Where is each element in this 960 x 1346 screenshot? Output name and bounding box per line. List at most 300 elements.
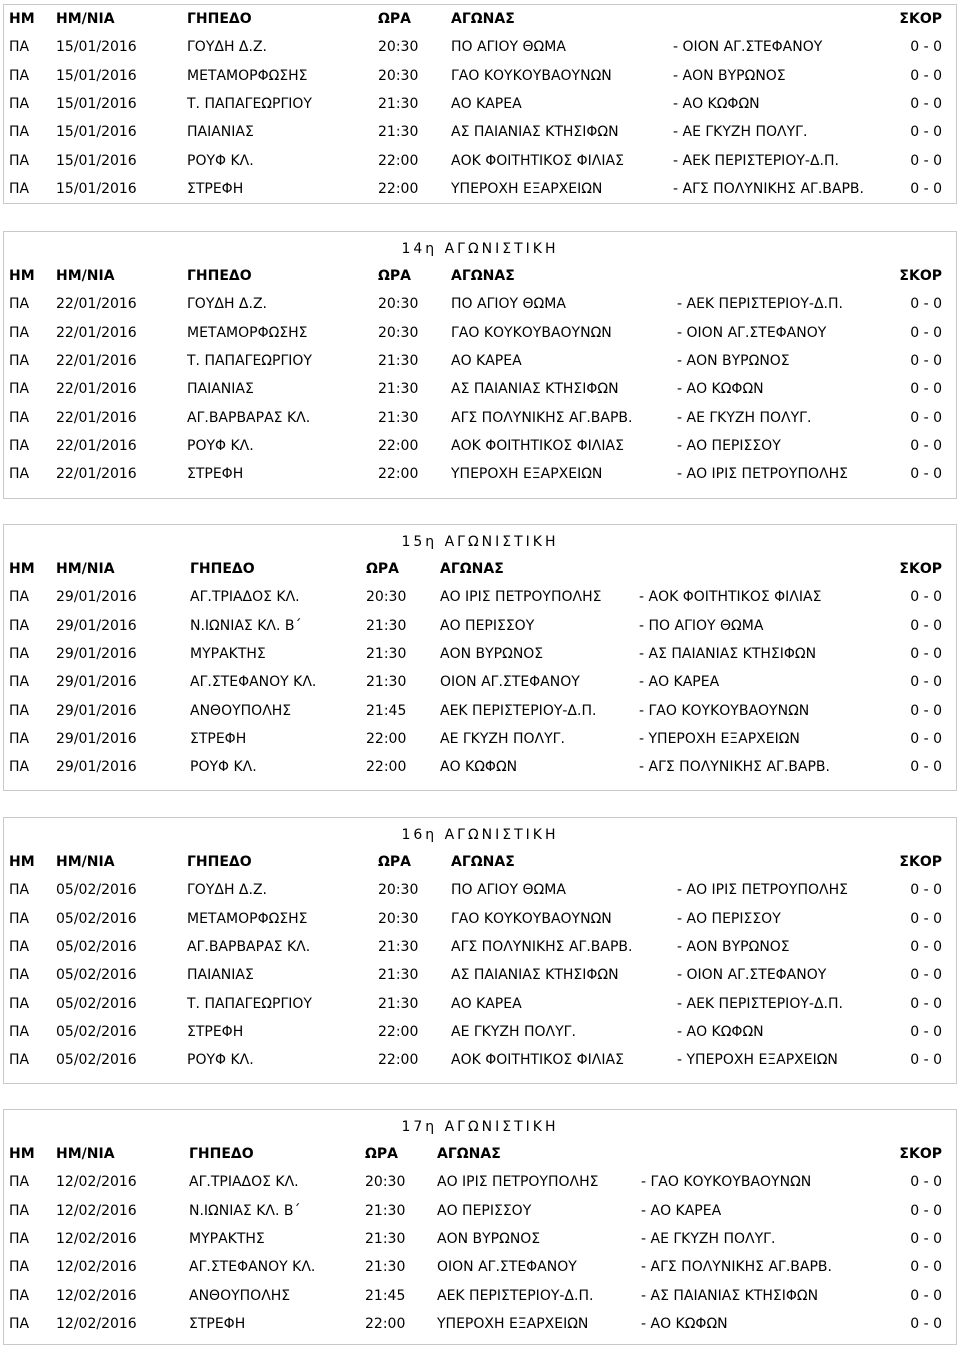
table-row bbox=[4, 876, 956, 904]
home-team-cell: ΓΑΟ ΚΟΥΚΟΥΒΑΟΥΝΩΝ bbox=[451, 911, 612, 927]
time-cell: 21:45 bbox=[365, 1288, 406, 1304]
round-block bbox=[3, 817, 957, 1084]
table-row bbox=[4, 933, 956, 961]
day-cell: ΠΑ bbox=[9, 381, 30, 397]
time-cell: 20:30 bbox=[378, 296, 419, 312]
date-cell: 05/02/2016 bbox=[56, 1024, 137, 1040]
table-row bbox=[4, 175, 956, 203]
table-row bbox=[4, 640, 956, 668]
away-team-cell: - ΑΟΝ ΒΥΡΩΝΟΣ bbox=[677, 353, 790, 369]
score-cell: 0 - 0 bbox=[910, 882, 942, 898]
home-team-cell: ΑΕΚ ΠΕΡΙΣΤΕΡΙΟΥ-Δ.Π. bbox=[440, 703, 597, 719]
header-time: ΩΡΑ bbox=[378, 854, 411, 870]
time-cell: 20:30 bbox=[366, 589, 407, 605]
venue-cell: ΜΕΤΑΜΟΡΦΩΣΗΣ bbox=[187, 325, 308, 341]
date-cell: 12/02/2016 bbox=[56, 1259, 137, 1275]
table-row bbox=[4, 583, 956, 611]
date-cell: 15/01/2016 bbox=[56, 153, 137, 169]
day-cell: ΠΑ bbox=[9, 882, 30, 898]
score-cell: 0 - 0 bbox=[910, 618, 942, 634]
away-team-cell: - ΑΟ ΙΡΙΣ ΠΕΤΡΟΥΠΟΛΗΣ bbox=[677, 466, 848, 482]
score-cell: 0 - 0 bbox=[910, 1174, 942, 1190]
header-day: ΗΜ bbox=[9, 561, 35, 577]
away-team-cell: - ΑΕ ΓΚΥΖΗ ΠΟΛΥΓ. bbox=[641, 1231, 776, 1247]
home-team-cell: ΑΟΝ ΒΥΡΩΝΟΣ bbox=[437, 1231, 541, 1247]
header-match: ΑΓΩΝΑΣ bbox=[451, 854, 515, 870]
table-row bbox=[4, 62, 956, 90]
date-cell: 29/01/2016 bbox=[56, 731, 137, 747]
header-date: ΗΜ/ΝΙΑ bbox=[56, 268, 115, 284]
home-team-cell: ΑΕ ΓΚΥΖΗ ΠΟΛΥΓ. bbox=[440, 731, 565, 747]
home-team-cell: ΑΟ ΚΩΦΩΝ bbox=[440, 759, 518, 775]
venue-cell: ΜΕΤΑΜΟΡΦΩΣΗΣ bbox=[187, 68, 308, 84]
away-team-cell: - ΑΟΝ ΒΥΡΩΝΟΣ bbox=[677, 939, 790, 955]
away-team-cell: - ΑΟ ΚΩΦΩΝ bbox=[677, 1024, 764, 1040]
venue-cell: ΣΤΡΕΦΗ bbox=[187, 1024, 244, 1040]
time-cell: 20:30 bbox=[378, 68, 419, 84]
header-venue: ΓΗΠΕΔΟ bbox=[187, 854, 252, 870]
venue-cell: ΓΟΥΔΗ Δ.Ζ. bbox=[187, 882, 267, 898]
date-cell: 15/01/2016 bbox=[56, 181, 137, 197]
time-cell: 21:30 bbox=[366, 618, 407, 634]
time-cell: 22:00 bbox=[378, 153, 419, 169]
date-cell: 29/01/2016 bbox=[56, 759, 137, 775]
away-team-cell: - ΑΟ ΚΑΡΕΑ bbox=[639, 674, 720, 690]
table-row bbox=[4, 460, 956, 488]
date-cell: 29/01/2016 bbox=[56, 618, 137, 634]
header-score: ΣΚΟΡ bbox=[899, 1146, 942, 1162]
score-cell: 0 - 0 bbox=[910, 759, 942, 775]
away-team-cell: - ΥΠΕΡΟΧΗ ΕΞΑΡΧΕΙΩΝ bbox=[677, 1052, 838, 1068]
score-cell: 0 - 0 bbox=[910, 967, 942, 983]
home-team-cell: ΑΟ ΙΡΙΣ ΠΕΤΡΟΥΠΟΛΗΣ bbox=[437, 1174, 599, 1190]
day-cell: ΠΑ bbox=[9, 646, 30, 662]
time-cell: 20:30 bbox=[378, 882, 419, 898]
time-cell: 21:45 bbox=[366, 703, 407, 719]
time-cell: 22:00 bbox=[378, 181, 419, 197]
score-cell: 0 - 0 bbox=[910, 1316, 942, 1332]
time-cell: 22:00 bbox=[378, 1024, 419, 1040]
table-row bbox=[4, 1282, 956, 1310]
round-block bbox=[3, 1109, 957, 1345]
header-venue: ΓΗΠΕΔΟ bbox=[190, 561, 255, 577]
table-header bbox=[4, 1140, 956, 1168]
venue-cell: Τ. ΠΑΠΑΓΕΩΡΓΙΟΥ bbox=[187, 96, 312, 112]
home-team-cell: ΑΣ ΠΑΙΑΝΙΑΣ ΚΤΗΣΙΦΩΝ bbox=[451, 381, 619, 397]
table-row bbox=[4, 404, 956, 432]
table-header bbox=[4, 5, 956, 33]
date-cell: 05/02/2016 bbox=[56, 911, 137, 927]
venue-cell: ΑΓ.ΣΤΕΦΑΝΟΥ ΚΛ. bbox=[190, 674, 317, 690]
home-team-cell: ΑΟ ΚΑΡΕΑ bbox=[451, 353, 522, 369]
time-cell: 21:30 bbox=[365, 1231, 406, 1247]
date-cell: 15/01/2016 bbox=[56, 39, 137, 55]
table-row bbox=[4, 347, 956, 375]
day-cell: ΠΑ bbox=[9, 589, 30, 605]
home-team-cell: ΑΟ ΠΕΡΙΣΣΟΥ bbox=[440, 618, 535, 634]
header-date: ΗΜ/ΝΙΑ bbox=[56, 1146, 115, 1162]
table-row bbox=[4, 1168, 956, 1196]
home-team-cell: ΑΟΚ ΦΟΙΤΗΤΙΚΟΣ ΦΙΛΙΑΣ bbox=[451, 153, 624, 169]
date-cell: 05/02/2016 bbox=[56, 1052, 137, 1068]
home-team-cell: ΑΕ ΓΚΥΖΗ ΠΟΛΥΓ. bbox=[451, 1024, 576, 1040]
time-cell: 20:30 bbox=[378, 39, 419, 55]
away-team-cell: - ΥΠΕΡΟΧΗ ΕΞΑΡΧΕΙΩΝ bbox=[639, 731, 800, 747]
away-team-cell: - ΑΟ ΚΑΡΕΑ bbox=[641, 1203, 722, 1219]
header-time: ΩΡΑ bbox=[378, 11, 411, 27]
venue-cell: ΣΤΡΕΦΗ bbox=[187, 181, 244, 197]
away-team-cell: - ΠΟ ΑΓΙΟΥ ΘΩΜΑ bbox=[639, 618, 764, 634]
day-cell: ΠΑ bbox=[9, 731, 30, 747]
date-cell: 05/02/2016 bbox=[56, 996, 137, 1012]
venue-cell: ΑΓ.ΣΤΕΦΑΝΟΥ ΚΛ. bbox=[189, 1259, 316, 1275]
score-cell: 0 - 0 bbox=[910, 410, 942, 426]
table-row bbox=[4, 753, 956, 781]
away-team-cell: - ΑΕΚ ΠΕΡΙΣΤΕΡΙΟΥ-Δ.Π. bbox=[677, 296, 843, 312]
day-cell: ΠΑ bbox=[9, 674, 30, 690]
table-row bbox=[4, 1225, 956, 1253]
away-team-cell: - ΑΟ ΚΩΦΩΝ bbox=[677, 381, 764, 397]
venue-cell: ΑΓ.ΤΡΙΑΔΟΣ ΚΛ. bbox=[189, 1174, 299, 1190]
away-team-cell: - ΑΣ ΠΑΙΑΝΙΑΣ ΚΤΗΣΙΦΩΝ bbox=[639, 646, 817, 662]
time-cell: 22:00 bbox=[378, 466, 419, 482]
table-header bbox=[4, 262, 956, 290]
time-cell: 21:30 bbox=[378, 996, 419, 1012]
table-row bbox=[4, 33, 956, 61]
away-team-cell: - ΑΣ ΠΑΙΑΝΙΑΣ ΚΤΗΣΙΦΩΝ bbox=[641, 1288, 819, 1304]
header-time: ΩΡΑ bbox=[365, 1146, 398, 1162]
home-team-cell: ΥΠΕΡΟΧΗ ΕΞΑΡΧΕΙΩΝ bbox=[437, 1316, 589, 1332]
away-team-cell: - ΑΟΝ ΒΥΡΩΝΟΣ bbox=[673, 68, 786, 84]
round-title: 14η ΑΓΩΝΙΣΤΙΚΗ bbox=[401, 241, 559, 257]
home-team-cell: ΠΟ ΑΓΙΟΥ ΘΩΜΑ bbox=[451, 296, 566, 312]
round-block bbox=[3, 231, 957, 499]
date-cell: 05/02/2016 bbox=[56, 967, 137, 983]
date-cell: 22/01/2016 bbox=[56, 296, 137, 312]
time-cell: 21:30 bbox=[365, 1259, 406, 1275]
away-team-cell: - ΑΕΚ ΠΕΡΙΣΤΕΡΙΟΥ-Δ.Π. bbox=[677, 996, 843, 1012]
score-cell: 0 - 0 bbox=[910, 466, 942, 482]
away-team-cell: - ΑΕ ΓΚΥΖΗ ΠΟΛΥΓ. bbox=[673, 124, 808, 140]
score-cell: 0 - 0 bbox=[910, 1024, 942, 1040]
day-cell: ΠΑ bbox=[9, 39, 30, 55]
table-row bbox=[4, 990, 956, 1018]
home-team-cell: ΥΠΕΡΟΧΗ ΕΞΑΡΧΕΙΩΝ bbox=[451, 181, 603, 197]
home-team-cell: ΑΣ ΠΑΙΑΝΙΑΣ ΚΤΗΣΙΦΩΝ bbox=[451, 124, 619, 140]
away-team-cell: - ΑΟ ΠΕΡΙΣΣΟΥ bbox=[677, 911, 781, 927]
day-cell: ΠΑ bbox=[9, 1259, 30, 1275]
round-block bbox=[3, 524, 957, 791]
day-cell: ΠΑ bbox=[9, 996, 30, 1012]
venue-cell: ΠΑΙΑΝΙΑΣ bbox=[187, 967, 254, 983]
header-time: ΩΡΑ bbox=[366, 561, 399, 577]
away-team-cell: - ΑΓΣ ΠΟΛΥΝΙΚΗΣ ΑΓ.ΒΑΡΒ. bbox=[673, 181, 864, 197]
time-cell: 21:30 bbox=[378, 353, 419, 369]
round-title: 17η ΑΓΩΝΙΣΤΙΚΗ bbox=[401, 1119, 559, 1135]
venue-cell: ΣΤΡΕΦΗ bbox=[189, 1316, 246, 1332]
score-cell: 0 - 0 bbox=[910, 96, 942, 112]
score-cell: 0 - 0 bbox=[910, 1288, 942, 1304]
table-row bbox=[4, 290, 956, 318]
time-cell: 21:30 bbox=[378, 124, 419, 140]
home-team-cell: ΑΟ ΚΑΡΕΑ bbox=[451, 96, 522, 112]
home-team-cell: ΥΠΕΡΟΧΗ ΕΞΑΡΧΕΙΩΝ bbox=[451, 466, 603, 482]
day-cell: ΠΑ bbox=[9, 1174, 30, 1190]
date-cell: 22/01/2016 bbox=[56, 410, 137, 426]
round-title: 16η ΑΓΩΝΙΣΤΙΚΗ bbox=[401, 827, 559, 843]
day-cell: ΠΑ bbox=[9, 703, 30, 719]
away-team-cell: - ΑΟ ΙΡΙΣ ΠΕΤΡΟΥΠΟΛΗΣ bbox=[677, 882, 848, 898]
day-cell: ΠΑ bbox=[9, 911, 30, 927]
venue-cell: ΑΓ.ΤΡΙΑΔΟΣ ΚΛ. bbox=[190, 589, 300, 605]
date-cell: 22/01/2016 bbox=[56, 325, 137, 341]
day-cell: ΠΑ bbox=[9, 1024, 30, 1040]
header-score: ΣΚΟΡ bbox=[899, 854, 942, 870]
score-cell: 0 - 0 bbox=[910, 39, 942, 55]
venue-cell: Ν.ΙΩΝΙΑΣ ΚΛ. Β΄ bbox=[189, 1203, 301, 1219]
day-cell: ΠΑ bbox=[9, 181, 30, 197]
away-team-cell: - ΑΓΣ ΠΟΛΥΝΙΚΗΣ ΑΓ.ΒΑΡΒ. bbox=[639, 759, 830, 775]
away-team-cell: - ΓΑΟ ΚΟΥΚΟΥΒΑΟΥΝΩΝ bbox=[639, 703, 810, 719]
day-cell: ΠΑ bbox=[9, 325, 30, 341]
venue-cell: ΠΑΙΑΝΙΑΣ bbox=[187, 124, 254, 140]
away-team-cell: - ΑΕ ΓΚΥΖΗ ΠΟΛΥΓ. bbox=[677, 410, 812, 426]
table-row bbox=[4, 961, 956, 989]
day-cell: ΠΑ bbox=[9, 96, 30, 112]
date-cell: 22/01/2016 bbox=[56, 381, 137, 397]
table-row bbox=[4, 725, 956, 753]
score-cell: 0 - 0 bbox=[910, 674, 942, 690]
home-team-cell: ΑΟΝ ΒΥΡΩΝΟΣ bbox=[440, 646, 544, 662]
venue-cell: ΜΥΡΑΚΤΗΣ bbox=[190, 646, 266, 662]
score-cell: 0 - 0 bbox=[910, 911, 942, 927]
table-row bbox=[4, 697, 956, 725]
home-team-cell: ΑΓΣ ΠΟΛΥΝΙΚΗΣ ΑΓ.ΒΑΡΒ. bbox=[451, 939, 633, 955]
header-match: ΑΓΩΝΑΣ bbox=[451, 11, 515, 27]
date-cell: 05/02/2016 bbox=[56, 882, 137, 898]
header-match: ΑΓΩΝΑΣ bbox=[437, 1146, 501, 1162]
header-match: ΑΓΩΝΑΣ bbox=[440, 561, 504, 577]
venue-cell: ΠΑΙΑΝΙΑΣ bbox=[187, 381, 254, 397]
table-row bbox=[4, 1197, 956, 1225]
home-team-cell: ΑΓΣ ΠΟΛΥΝΙΚΗΣ ΑΓ.ΒΑΡΒ. bbox=[451, 410, 633, 426]
day-cell: ΠΑ bbox=[9, 410, 30, 426]
score-cell: 0 - 0 bbox=[910, 996, 942, 1012]
header-date: ΗΜ/ΝΙΑ bbox=[56, 854, 115, 870]
venue-cell: ΜΥΡΑΚΤΗΣ bbox=[189, 1231, 265, 1247]
time-cell: 21:30 bbox=[378, 410, 419, 426]
score-cell: 0 - 0 bbox=[910, 296, 942, 312]
day-cell: ΠΑ bbox=[9, 1288, 30, 1304]
header-day: ΗΜ bbox=[9, 854, 35, 870]
home-team-cell: ΑΟΚ ΦΟΙΤΗΤΙΚΟΣ ΦΙΛΙΑΣ bbox=[451, 1052, 624, 1068]
venue-cell: Τ. ΠΑΠΑΓΕΩΡΓΙΟΥ bbox=[187, 996, 312, 1012]
time-cell: 21:30 bbox=[378, 96, 419, 112]
table-header bbox=[4, 555, 956, 583]
time-cell: 21:30 bbox=[378, 939, 419, 955]
date-cell: 22/01/2016 bbox=[56, 466, 137, 482]
venue-cell: Τ. ΠΑΠΑΓΕΩΡΓΙΟΥ bbox=[187, 353, 312, 369]
home-team-cell: ΟΙΟΝ ΑΓ.ΣΤΕΦΑΝΟΥ bbox=[440, 674, 580, 690]
home-team-cell: ΑΟ ΚΑΡΕΑ bbox=[451, 996, 522, 1012]
day-cell: ΠΑ bbox=[9, 296, 30, 312]
date-cell: 12/02/2016 bbox=[56, 1288, 137, 1304]
time-cell: 20:30 bbox=[365, 1174, 406, 1190]
table-row bbox=[4, 90, 956, 118]
day-cell: ΠΑ bbox=[9, 124, 30, 140]
venue-cell: ΣΤΡΕΦΗ bbox=[190, 731, 247, 747]
date-cell: 12/02/2016 bbox=[56, 1316, 137, 1332]
home-team-cell: ΟΙΟΝ ΑΓ.ΣΤΕΦΑΝΟΥ bbox=[437, 1259, 577, 1275]
away-team-cell: - ΑΓΣ ΠΟΛΥΝΙΚΗΣ ΑΓ.ΒΑΡΒ. bbox=[641, 1259, 832, 1275]
day-cell: ΠΑ bbox=[9, 1203, 30, 1219]
away-team-cell: - ΟΙΟΝ ΑΓ.ΣΤΕΦΑΝΟΥ bbox=[673, 39, 823, 55]
home-team-cell: ΑΟ ΠΕΡΙΣΣΟΥ bbox=[437, 1203, 532, 1219]
header-venue: ΓΗΠΕΔΟ bbox=[187, 268, 252, 284]
date-cell: 12/02/2016 bbox=[56, 1203, 137, 1219]
away-team-cell: - ΑΕΚ ΠΕΡΙΣΤΕΡΙΟΥ-Δ.Π. bbox=[673, 153, 839, 169]
score-cell: 0 - 0 bbox=[910, 1052, 942, 1068]
round-block bbox=[3, 4, 957, 204]
venue-cell: ΡΟΥΦ ΚΛ. bbox=[187, 438, 254, 454]
time-cell: 22:00 bbox=[378, 438, 419, 454]
venue-cell: ΓΟΥΔΗ Δ.Ζ. bbox=[187, 39, 267, 55]
day-cell: ΠΑ bbox=[9, 153, 30, 169]
venue-cell: ΑΝΘΟΥΠΟΛΗΣ bbox=[190, 703, 292, 719]
away-team-cell: - ΟΙΟΝ ΑΓ.ΣΤΕΦΑΝΟΥ bbox=[677, 967, 827, 983]
date-cell: 22/01/2016 bbox=[56, 438, 137, 454]
venue-cell: ΜΕΤΑΜΟΡΦΩΣΗΣ bbox=[187, 911, 308, 927]
day-cell: ΠΑ bbox=[9, 466, 30, 482]
day-cell: ΠΑ bbox=[9, 939, 30, 955]
date-cell: 29/01/2016 bbox=[56, 703, 137, 719]
table-row bbox=[4, 1018, 956, 1046]
day-cell: ΠΑ bbox=[9, 68, 30, 84]
time-cell: 21:30 bbox=[366, 674, 407, 690]
header-score: ΣΚΟΡ bbox=[899, 561, 942, 577]
away-team-cell: - ΟΙΟΝ ΑΓ.ΣΤΕΦΑΝΟΥ bbox=[677, 325, 827, 341]
time-cell: 21:30 bbox=[378, 381, 419, 397]
table-row bbox=[4, 905, 956, 933]
date-cell: 05/02/2016 bbox=[56, 939, 137, 955]
table-row bbox=[4, 1310, 956, 1338]
date-cell: 15/01/2016 bbox=[56, 124, 137, 140]
table-header bbox=[4, 848, 956, 876]
venue-cell: ΡΟΥΦ ΚΛ. bbox=[190, 759, 257, 775]
away-team-cell: - ΑΟΚ ΦΟΙΤΗΤΙΚΟΣ ΦΙΛΙΑΣ bbox=[639, 589, 822, 605]
time-cell: 20:30 bbox=[378, 325, 419, 341]
header-venue: ΓΗΠΕΔΟ bbox=[189, 1146, 254, 1162]
away-team-cell: - ΓΑΟ ΚΟΥΚΟΥΒΑΟΥΝΩΝ bbox=[641, 1174, 812, 1190]
score-cell: 0 - 0 bbox=[910, 153, 942, 169]
venue-cell: ΓΟΥΔΗ Δ.Ζ. bbox=[187, 296, 267, 312]
time-cell: 21:30 bbox=[378, 967, 419, 983]
home-team-cell: ΠΟ ΑΓΙΟΥ ΘΩΜΑ bbox=[451, 882, 566, 898]
date-cell: 22/01/2016 bbox=[56, 353, 137, 369]
day-cell: ΠΑ bbox=[9, 759, 30, 775]
score-cell: 0 - 0 bbox=[910, 646, 942, 662]
date-cell: 12/02/2016 bbox=[56, 1231, 137, 1247]
table-row bbox=[4, 1253, 956, 1281]
date-cell: 12/02/2016 bbox=[56, 1174, 137, 1190]
header-date: ΗΜ/ΝΙΑ bbox=[56, 11, 115, 27]
score-cell: 0 - 0 bbox=[910, 939, 942, 955]
day-cell: ΠΑ bbox=[9, 1052, 30, 1068]
time-cell: 22:00 bbox=[366, 731, 407, 747]
header-time: ΩΡΑ bbox=[378, 268, 411, 284]
home-team-cell: ΓΑΟ ΚΟΥΚΟΥΒΑΟΥΝΩΝ bbox=[451, 325, 612, 341]
table-row bbox=[4, 432, 956, 460]
table-row bbox=[4, 375, 956, 403]
score-cell: 0 - 0 bbox=[910, 325, 942, 341]
score-cell: 0 - 0 bbox=[910, 1231, 942, 1247]
time-cell: 21:30 bbox=[366, 646, 407, 662]
score-cell: 0 - 0 bbox=[910, 589, 942, 605]
header-day: ΗΜ bbox=[9, 1146, 35, 1162]
table-row bbox=[4, 319, 956, 347]
score-cell: 0 - 0 bbox=[910, 68, 942, 84]
score-cell: 0 - 0 bbox=[910, 181, 942, 197]
day-cell: ΠΑ bbox=[9, 1231, 30, 1247]
score-cell: 0 - 0 bbox=[910, 381, 942, 397]
table-row bbox=[4, 1046, 956, 1074]
time-cell: 20:30 bbox=[378, 911, 419, 927]
home-team-cell: ΓΑΟ ΚΟΥΚΟΥΒΑΟΥΝΩΝ bbox=[451, 68, 612, 84]
score-cell: 0 - 0 bbox=[910, 353, 942, 369]
score-cell: 0 - 0 bbox=[910, 1203, 942, 1219]
home-team-cell: ΑΟΚ ΦΟΙΤΗΤΙΚΟΣ ΦΙΛΙΑΣ bbox=[451, 438, 624, 454]
venue-cell: ΣΤΡΕΦΗ bbox=[187, 466, 244, 482]
header-score: ΣΚΟΡ bbox=[899, 268, 942, 284]
away-team-cell: - ΑΟ ΚΩΦΩΝ bbox=[641, 1316, 728, 1332]
day-cell: ΠΑ bbox=[9, 618, 30, 634]
time-cell: 21:30 bbox=[365, 1203, 406, 1219]
header-score: ΣΚΟΡ bbox=[899, 11, 942, 27]
date-cell: 29/01/2016 bbox=[56, 674, 137, 690]
venue-cell: ΡΟΥΦ ΚΛ. bbox=[187, 153, 254, 169]
date-cell: 15/01/2016 bbox=[56, 68, 137, 84]
round-title: 15η ΑΓΩΝΙΣΤΙΚΗ bbox=[401, 534, 559, 550]
score-cell: 0 - 0 bbox=[910, 1259, 942, 1275]
venue-cell: ΑΝΘΟΥΠΟΛΗΣ bbox=[189, 1288, 291, 1304]
venue-cell: Ν.ΙΩΝΙΑΣ ΚΛ. Β΄ bbox=[190, 618, 302, 634]
score-cell: 0 - 0 bbox=[910, 703, 942, 719]
score-cell: 0 - 0 bbox=[910, 438, 942, 454]
date-cell: 29/01/2016 bbox=[56, 589, 137, 605]
venue-cell: ΑΓ.ΒΑΡΒΑΡΑΣ ΚΛ. bbox=[187, 939, 311, 955]
away-team-cell: - ΑΟ ΚΩΦΩΝ bbox=[673, 96, 760, 112]
date-cell: 15/01/2016 bbox=[56, 96, 137, 112]
table-row bbox=[4, 612, 956, 640]
away-team-cell: - ΑΟ ΠΕΡΙΣΣΟΥ bbox=[677, 438, 781, 454]
time-cell: 22:00 bbox=[365, 1316, 406, 1332]
score-cell: 0 - 0 bbox=[910, 124, 942, 140]
header-match: ΑΓΩΝΑΣ bbox=[451, 268, 515, 284]
day-cell: ΠΑ bbox=[9, 967, 30, 983]
table-row bbox=[4, 147, 956, 175]
home-team-cell: ΠΟ ΑΓΙΟΥ ΘΩΜΑ bbox=[451, 39, 566, 55]
home-team-cell: ΑΕΚ ΠΕΡΙΣΤΕΡΙΟΥ-Δ.Π. bbox=[437, 1288, 594, 1304]
table-row bbox=[4, 668, 956, 696]
time-cell: 22:00 bbox=[366, 759, 407, 775]
day-cell: ΠΑ bbox=[9, 1316, 30, 1332]
header-day: ΗΜ bbox=[9, 11, 35, 27]
header-date: ΗΜ/ΝΙΑ bbox=[56, 561, 115, 577]
home-team-cell: ΑΟ ΙΡΙΣ ΠΕΤΡΟΥΠΟΛΗΣ bbox=[440, 589, 602, 605]
home-team-cell: ΑΣ ΠΑΙΑΝΙΑΣ ΚΤΗΣΙΦΩΝ bbox=[451, 967, 619, 983]
header-venue: ΓΗΠΕΔΟ bbox=[187, 11, 252, 27]
score-cell: 0 - 0 bbox=[910, 731, 942, 747]
